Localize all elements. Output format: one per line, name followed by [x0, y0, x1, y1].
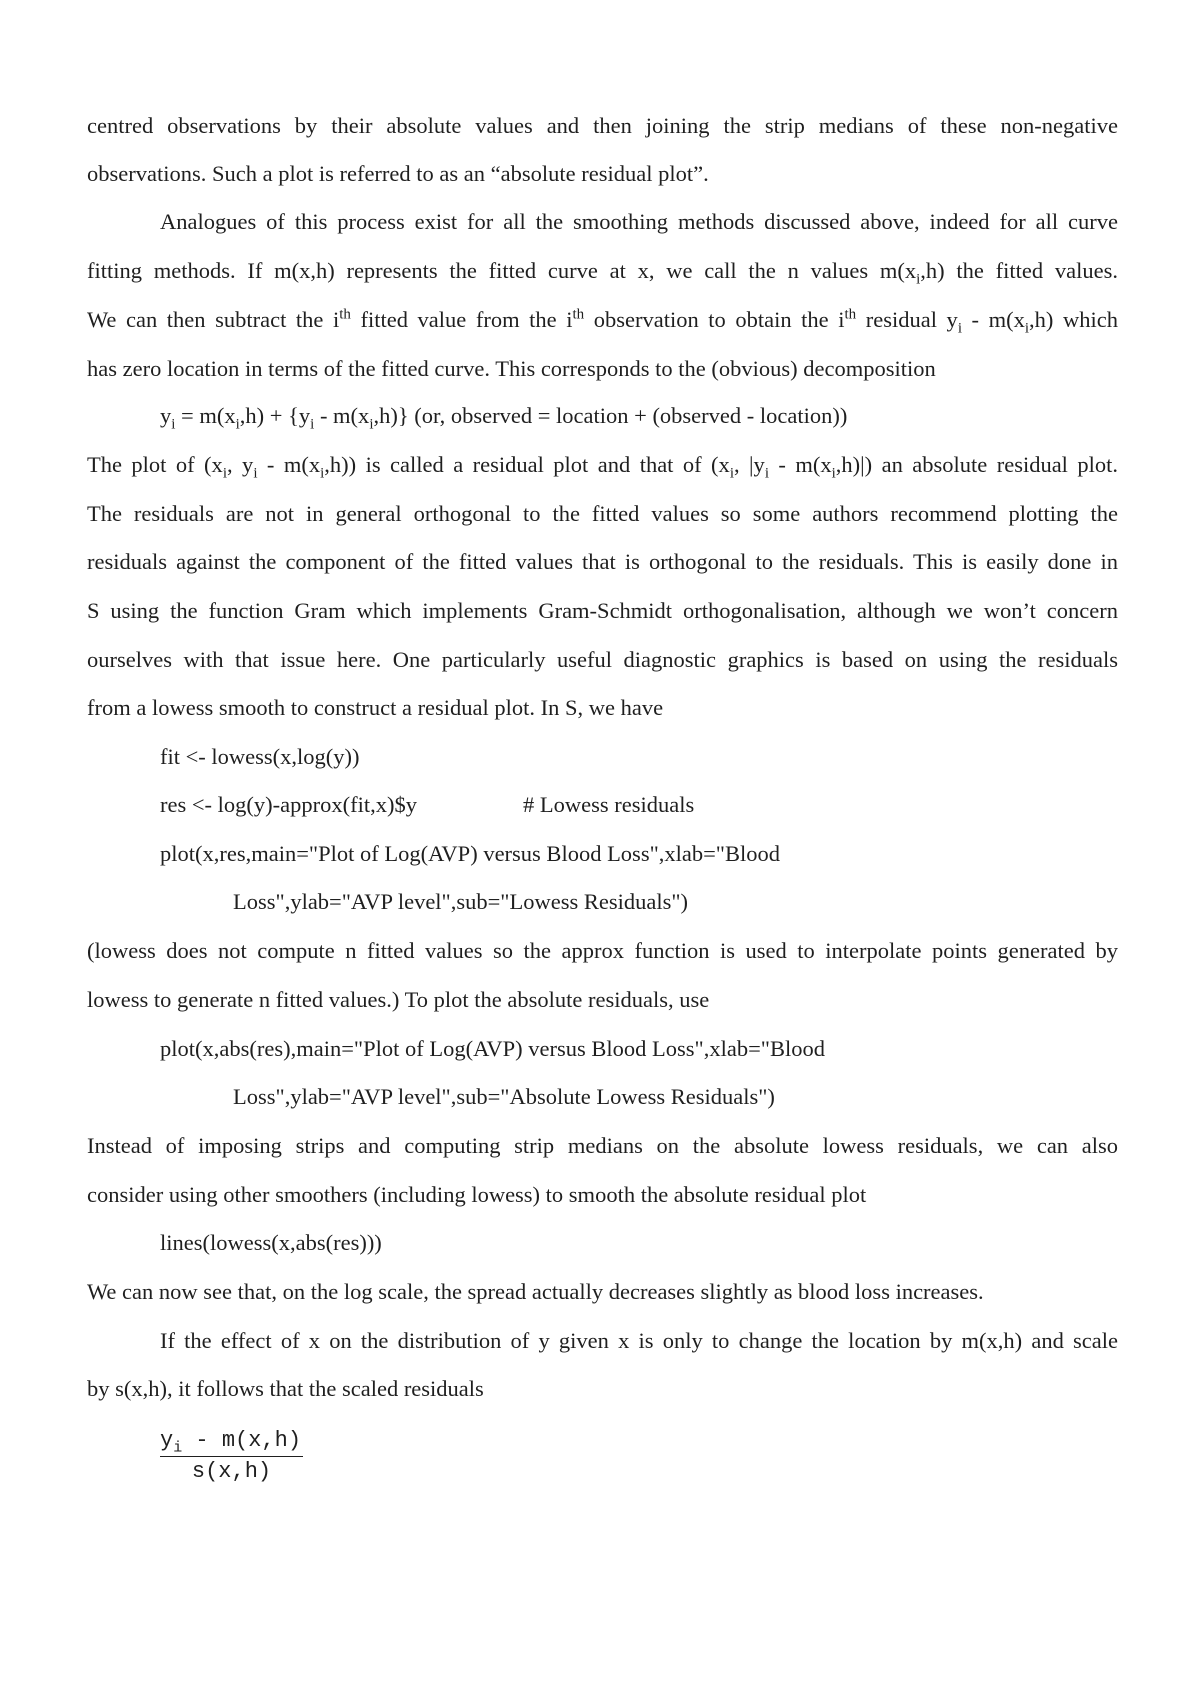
scaled-residual-fraction	[160, 1427, 303, 1486]
paragraph-line: lowess to generate n fitted values.) To plot the absolute residuals, use	[87, 987, 710, 1012]
code-line: fit <- lowess(x,log(y))	[160, 744, 360, 769]
paragraph-line: ourselves with that issue here. One particularly useful diagnostic graphics is based on using the residuals	[87, 647, 1118, 672]
paragraph-line: by s(x,h), it follows that the scaled residuals	[87, 1376, 484, 1401]
paragraph-line: We can now see that, on the log scale, the spread actually decreases slightly as blood loss increases.	[87, 1279, 984, 1304]
paragraph-line: Instead of imposing strips and computing strip medians on the absolute lowess residuals, we can also	[87, 1133, 1118, 1158]
fraction-numerator: $y_i - m(x,h)$	[160, 1428, 302, 1457]
code-line: lines(lowess(x,abs(res)))	[160, 1230, 382, 1255]
fraction-denominator: s(x,h)	[191, 1459, 272, 1484]
paragraph-line: (lowess does not compute n fitted values so the approx function is used to interpolate points generated by	[87, 938, 1118, 963]
code-line: res <- log(y)-approx(fit,x)$y	[160, 792, 417, 817]
code-comment: # Lowess residuals	[523, 792, 695, 817]
paragraph-line: consider using other smoothers (including lowess) to smooth the absolute residual plot	[87, 1182, 867, 1207]
paragraph-line: The plot of ($x_i$, $y_i - m(x_i,h)$) is called a residual plot and that of ($x_i$, $|y_i - m(x_i,h)|$) an absolute residual plot.	[87, 452, 1119, 482]
paragraph-line: from a lowess smooth to construct a residual plot. In S, we have	[87, 695, 664, 720]
paragraph-line: Analogues of this process exist for all the smoothing methods discussed above, indeed for all curve	[160, 209, 1118, 234]
paragraph-line: We can then subtract the $i^{th}$ fitted value from the $i^{th}$ observation to obtain the $i^{th}$ residual $y_i - m(x_i,h)$ which	[87, 306, 1118, 337]
paragraph-line: S using the function Gram which implements Gram-Schmidt orthogonalisation, although we won’t concern	[87, 598, 1118, 623]
code-line: plot(x,res,main="Plot of Log(AVP) versus Blood Loss",xlab="Blood	[160, 841, 781, 866]
paragraph-line: residuals against the component of the fitted values that is orthogonal to the residuals. This is easily done in	[87, 549, 1118, 574]
paragraph-line: fitting methods. If m(x,h) represents the fitted curve at x, we call the n values $m(x_i,h)$ the fitted values.	[87, 258, 1118, 288]
paragraph-line: centred observations by their absolute values and then joining the strip medians of these non-negative	[87, 113, 1118, 138]
paragraph-line: has zero location in terms of the fitted curve. This corresponds to the (obvious) decomposition	[87, 356, 936, 381]
paragraph-line: observations. Such a plot is referred to as an “absolute residual plot”.	[87, 161, 709, 186]
code-line: Loss",ylab="AVP level",sub="Absolute Lowess Residuals")	[233, 1084, 775, 1109]
paragraph-line: The residuals are not in general orthogonal to the fitted values so some authors recommend plotting the	[87, 501, 1118, 526]
paragraph-line: If the effect of x on the distribution of y given x is only to change the location by m(x,h) and scale	[160, 1328, 1118, 1353]
equation-decomposition: $y_i = m(x_i,h) + \{y_i - m(x_i,h)\}$ (or, observed = location + (observed - location))	[160, 403, 848, 433]
code-line: plot(x,abs(res),main="Plot of Log(AVP) versus Blood Loss",xlab="Blood	[160, 1036, 825, 1061]
code-line: Loss",ylab="AVP level",sub="Lowess Residuals")	[233, 889, 689, 914]
